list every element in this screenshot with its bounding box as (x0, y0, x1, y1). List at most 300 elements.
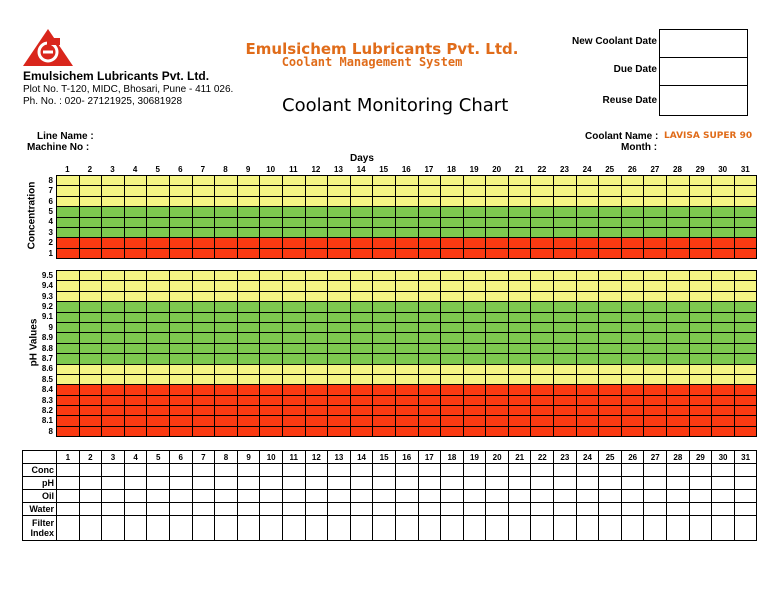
grid-cell[interactable] (599, 395, 622, 405)
grid-cell[interactable] (667, 186, 690, 196)
grid-cell[interactable] (576, 176, 599, 186)
log-cell[interactable] (531, 490, 554, 503)
grid-cell[interactable] (712, 322, 735, 332)
grid-cell[interactable] (712, 227, 735, 237)
grid-cell[interactable] (667, 354, 690, 364)
grid-cell[interactable] (531, 322, 554, 332)
grid-cell[interactable] (644, 281, 667, 291)
grid-cell[interactable] (237, 186, 260, 196)
grid-cell[interactable] (124, 291, 147, 301)
grid-cell[interactable] (169, 333, 192, 343)
grid-cell[interactable] (395, 248, 418, 258)
grid-cell[interactable] (373, 416, 396, 426)
grid-cell[interactable] (57, 343, 80, 353)
grid-cell[interactable] (102, 364, 125, 374)
log-cell[interactable] (508, 503, 531, 516)
grid-cell[interactable] (215, 291, 238, 301)
grid-cell[interactable] (328, 238, 351, 248)
grid-cell[interactable] (169, 238, 192, 248)
grid-cell[interactable] (486, 291, 509, 301)
grid-cell[interactable] (328, 186, 351, 196)
grid-cell[interactable] (441, 186, 464, 196)
log-cell[interactable] (350, 490, 373, 503)
grid-cell[interactable] (463, 196, 486, 206)
grid-cell[interactable] (531, 374, 554, 384)
grid-cell[interactable] (102, 354, 125, 364)
grid-cell[interactable] (644, 406, 667, 416)
grid-cell[interactable] (147, 343, 170, 353)
grid-cell[interactable] (57, 196, 80, 206)
grid-cell[interactable] (328, 281, 351, 291)
log-cell[interactable] (57, 477, 80, 490)
log-cell[interactable] (79, 516, 102, 541)
grid-cell[interactable] (734, 322, 757, 332)
grid-cell[interactable] (282, 248, 305, 258)
grid-cell[interactable] (531, 238, 554, 248)
log-cell[interactable] (463, 490, 486, 503)
grid-cell[interactable] (147, 364, 170, 374)
log-cell[interactable] (395, 490, 418, 503)
grid-cell[interactable] (79, 343, 102, 353)
grid-cell[interactable] (508, 312, 531, 322)
grid-cell[interactable] (373, 406, 396, 416)
log-cell[interactable] (712, 516, 735, 541)
log-cell[interactable] (531, 503, 554, 516)
grid-cell[interactable] (554, 416, 577, 426)
grid-cell[interactable] (712, 186, 735, 196)
grid-cell[interactable] (260, 395, 283, 405)
grid-cell[interactable] (644, 374, 667, 384)
grid-cell[interactable] (282, 186, 305, 196)
grid-cell[interactable] (282, 176, 305, 186)
grid-cell[interactable] (554, 186, 577, 196)
grid-cell[interactable] (689, 207, 712, 217)
grid-cell[interactable] (621, 364, 644, 374)
grid-cell[interactable] (441, 238, 464, 248)
grid-cell[interactable] (102, 281, 125, 291)
grid-cell[interactable] (734, 238, 757, 248)
grid-cell[interactable] (260, 333, 283, 343)
grid-cell[interactable] (508, 385, 531, 395)
grid-cell[interactable] (441, 395, 464, 405)
grid-cell[interactable] (328, 291, 351, 301)
grid-cell[interactable] (667, 248, 690, 258)
grid-cell[interactable] (599, 176, 622, 186)
grid-cell[interactable] (305, 238, 328, 248)
grid-cell[interactable] (689, 312, 712, 322)
grid-cell[interactable] (395, 238, 418, 248)
grid-cell[interactable] (350, 207, 373, 217)
grid-cell[interactable] (599, 312, 622, 322)
grid-cell[interactable] (599, 238, 622, 248)
grid-cell[interactable] (689, 271, 712, 281)
grid-cell[interactable] (667, 364, 690, 374)
grid-cell[interactable] (124, 271, 147, 281)
grid-cell[interactable] (621, 385, 644, 395)
grid-cell[interactable] (395, 364, 418, 374)
grid-cell[interactable] (531, 248, 554, 258)
grid-cell[interactable] (463, 291, 486, 301)
grid-cell[interactable] (667, 333, 690, 343)
grid-cell[interactable] (79, 395, 102, 405)
grid-cell[interactable] (689, 186, 712, 196)
grid-cell[interactable] (667, 343, 690, 353)
grid-cell[interactable] (147, 385, 170, 395)
grid-cell[interactable] (734, 302, 757, 312)
grid-cell[interactable] (395, 281, 418, 291)
grid-cell[interactable] (508, 374, 531, 384)
grid-cell[interactable] (124, 416, 147, 426)
grid-cell[interactable] (734, 291, 757, 301)
grid-cell[interactable] (644, 248, 667, 258)
grid-cell[interactable] (57, 322, 80, 332)
log-cell[interactable] (667, 477, 690, 490)
log-cell[interactable] (373, 477, 396, 490)
grid-cell[interactable] (328, 364, 351, 374)
grid-cell[interactable] (237, 281, 260, 291)
grid-cell[interactable] (712, 176, 735, 186)
grid-cell[interactable] (508, 248, 531, 258)
log-cell[interactable] (282, 464, 305, 477)
grid-cell[interactable] (689, 354, 712, 364)
grid-cell[interactable] (644, 322, 667, 332)
grid-cell[interactable] (395, 217, 418, 227)
log-cell[interactable] (192, 516, 215, 541)
log-cell[interactable] (712, 490, 735, 503)
grid-cell[interactable] (215, 322, 238, 332)
grid-cell[interactable] (441, 207, 464, 217)
grid-cell[interactable] (554, 217, 577, 227)
grid-cell[interactable] (508, 196, 531, 206)
grid-cell[interactable] (260, 227, 283, 237)
grid-cell[interactable] (373, 426, 396, 436)
grid-cell[interactable] (621, 426, 644, 436)
grid-cell[interactable] (418, 426, 441, 436)
grid-cell[interactable] (147, 406, 170, 416)
grid-cell[interactable] (486, 426, 509, 436)
grid-cell[interactable] (712, 281, 735, 291)
grid-cell[interactable] (576, 248, 599, 258)
grid-cell[interactable] (79, 426, 102, 436)
grid-cell[interactable] (441, 176, 464, 186)
grid-cell[interactable] (667, 207, 690, 217)
log-cell[interactable] (147, 490, 170, 503)
log-cell[interactable] (147, 516, 170, 541)
grid-cell[interactable] (192, 248, 215, 258)
grid-cell[interactable] (734, 196, 757, 206)
grid-cell[interactable] (486, 395, 509, 405)
grid-cell[interactable] (734, 395, 757, 405)
grid-cell[interactable] (395, 406, 418, 416)
grid-cell[interactable] (576, 385, 599, 395)
grid-cell[interactable] (350, 196, 373, 206)
grid-cell[interactable] (667, 271, 690, 281)
grid-cell[interactable] (395, 312, 418, 322)
grid-cell[interactable] (621, 281, 644, 291)
grid-cell[interactable] (124, 343, 147, 353)
log-cell[interactable] (576, 516, 599, 541)
log-cell[interactable] (576, 503, 599, 516)
grid-cell[interactable] (57, 416, 80, 426)
grid-cell[interactable] (508, 186, 531, 196)
grid-cell[interactable] (576, 281, 599, 291)
grid-cell[interactable] (282, 291, 305, 301)
grid-cell[interactable] (260, 217, 283, 227)
grid-cell[interactable] (373, 281, 396, 291)
grid-cell[interactable] (554, 364, 577, 374)
grid-cell[interactable] (508, 227, 531, 237)
log-cell[interactable] (599, 503, 622, 516)
grid-cell[interactable] (260, 322, 283, 332)
grid-cell[interactable] (192, 302, 215, 312)
grid-cell[interactable] (621, 406, 644, 416)
log-cell[interactable] (712, 503, 735, 516)
grid-cell[interactable] (554, 271, 577, 281)
grid-cell[interactable] (734, 385, 757, 395)
grid-cell[interactable] (147, 281, 170, 291)
grid-cell[interactable] (689, 364, 712, 374)
grid-cell[interactable] (328, 248, 351, 258)
grid-cell[interactable] (508, 354, 531, 364)
grid-cell[interactable] (57, 227, 80, 237)
log-cell[interactable] (644, 477, 667, 490)
grid-cell[interactable] (463, 416, 486, 426)
log-cell[interactable] (395, 464, 418, 477)
grid-cell[interactable] (441, 416, 464, 426)
log-cell[interactable] (282, 477, 305, 490)
grid-cell[interactable] (57, 186, 80, 196)
grid-cell[interactable] (554, 302, 577, 312)
log-cell[interactable] (486, 477, 509, 490)
log-cell[interactable] (192, 477, 215, 490)
grid-cell[interactable] (373, 333, 396, 343)
grid-cell[interactable] (215, 302, 238, 312)
log-cell[interactable] (441, 464, 464, 477)
grid-cell[interactable] (621, 217, 644, 227)
log-cell[interactable] (554, 516, 577, 541)
grid-cell[interactable] (395, 271, 418, 281)
log-cell[interactable] (79, 503, 102, 516)
log-cell[interactable] (621, 490, 644, 503)
grid-cell[interactable] (712, 271, 735, 281)
log-cell[interactable] (169, 490, 192, 503)
grid-cell[interactable] (305, 364, 328, 374)
grid-cell[interactable] (192, 196, 215, 206)
grid-cell[interactable] (395, 426, 418, 436)
grid-cell[interactable] (599, 385, 622, 395)
grid-cell[interactable] (57, 302, 80, 312)
log-cell[interactable] (599, 490, 622, 503)
grid-cell[interactable] (79, 364, 102, 374)
grid-cell[interactable] (463, 374, 486, 384)
grid-cell[interactable] (644, 395, 667, 405)
grid-cell[interactable] (486, 312, 509, 322)
grid-cell[interactable] (395, 291, 418, 301)
grid-cell[interactable] (79, 186, 102, 196)
grid-cell[interactable] (531, 281, 554, 291)
log-cell[interactable] (441, 516, 464, 541)
grid-cell[interactable] (192, 406, 215, 416)
grid-cell[interactable] (554, 374, 577, 384)
grid-cell[interactable] (508, 271, 531, 281)
log-cell[interactable] (463, 503, 486, 516)
log-cell[interactable] (192, 490, 215, 503)
grid-cell[interactable] (689, 291, 712, 301)
grid-cell[interactable] (237, 248, 260, 258)
log-cell[interactable] (441, 503, 464, 516)
grid-cell[interactable] (531, 186, 554, 196)
grid-cell[interactable] (79, 176, 102, 186)
grid-cell[interactable] (712, 333, 735, 343)
grid-cell[interactable] (712, 343, 735, 353)
grid-cell[interactable] (599, 186, 622, 196)
log-cell[interactable] (576, 477, 599, 490)
grid-cell[interactable] (418, 196, 441, 206)
grid-cell[interactable] (486, 333, 509, 343)
grid-cell[interactable] (350, 227, 373, 237)
grid-cell[interactable] (237, 176, 260, 186)
grid-cell[interactable] (667, 385, 690, 395)
grid-cell[interactable] (102, 333, 125, 343)
grid-cell[interactable] (418, 416, 441, 426)
grid-cell[interactable] (237, 343, 260, 353)
grid-cell[interactable] (734, 217, 757, 227)
grid-cell[interactable] (373, 395, 396, 405)
grid-cell[interactable] (350, 238, 373, 248)
grid-cell[interactable] (79, 248, 102, 258)
grid-cell[interactable] (644, 217, 667, 227)
grid-cell[interactable] (282, 227, 305, 237)
grid-cell[interactable] (576, 322, 599, 332)
log-cell[interactable] (373, 503, 396, 516)
grid-cell[interactable] (147, 395, 170, 405)
grid-cell[interactable] (418, 333, 441, 343)
grid-cell[interactable] (463, 302, 486, 312)
grid-cell[interactable] (124, 333, 147, 343)
grid-cell[interactable] (192, 416, 215, 426)
grid-cell[interactable] (441, 322, 464, 332)
grid-cell[interactable] (328, 343, 351, 353)
grid-cell[interactable] (554, 322, 577, 332)
grid-cell[interactable] (328, 196, 351, 206)
grid-cell[interactable] (57, 281, 80, 291)
grid-cell[interactable] (576, 312, 599, 322)
log-cell[interactable] (486, 516, 509, 541)
grid-cell[interactable] (531, 426, 554, 436)
grid-cell[interactable] (215, 217, 238, 227)
log-cell[interactable] (57, 516, 80, 541)
grid-cell[interactable] (644, 426, 667, 436)
grid-cell[interactable] (599, 426, 622, 436)
grid-cell[interactable] (554, 291, 577, 301)
grid-cell[interactable] (441, 281, 464, 291)
grid-cell[interactable] (237, 426, 260, 436)
grid-cell[interactable] (712, 406, 735, 416)
grid-cell[interactable] (689, 248, 712, 258)
grid-cell[interactable] (79, 406, 102, 416)
grid-cell[interactable] (508, 217, 531, 227)
grid-cell[interactable] (305, 207, 328, 217)
grid-cell[interactable] (418, 238, 441, 248)
grid-cell[interactable] (124, 238, 147, 248)
grid-cell[interactable] (192, 426, 215, 436)
log-cell[interactable] (350, 503, 373, 516)
grid-cell[interactable] (57, 176, 80, 186)
log-cell[interactable] (260, 477, 283, 490)
grid-cell[interactable] (373, 312, 396, 322)
log-cell[interactable] (531, 516, 554, 541)
grid-cell[interactable] (667, 395, 690, 405)
grid-cell[interactable] (147, 426, 170, 436)
grid-cell[interactable] (102, 227, 125, 237)
grid-cell[interactable] (215, 374, 238, 384)
log-cell[interactable] (689, 464, 712, 477)
grid-cell[interactable] (215, 186, 238, 196)
log-cell[interactable] (237, 503, 260, 516)
grid-cell[interactable] (441, 364, 464, 374)
grid-cell[interactable] (102, 248, 125, 258)
grid-cell[interactable] (576, 374, 599, 384)
grid-cell[interactable] (305, 333, 328, 343)
grid-cell[interactable] (712, 385, 735, 395)
grid-cell[interactable] (508, 426, 531, 436)
grid-cell[interactable] (305, 302, 328, 312)
grid-cell[interactable] (734, 374, 757, 384)
log-cell[interactable] (418, 464, 441, 477)
grid-cell[interactable] (734, 271, 757, 281)
grid-cell[interactable] (576, 395, 599, 405)
grid-cell[interactable] (237, 291, 260, 301)
grid-cell[interactable] (260, 248, 283, 258)
grid-cell[interactable] (328, 176, 351, 186)
grid-cell[interactable] (124, 207, 147, 217)
log-cell[interactable] (712, 477, 735, 490)
grid-cell[interactable] (350, 217, 373, 227)
log-cell[interactable] (395, 477, 418, 490)
grid-cell[interactable] (373, 271, 396, 281)
log-cell[interactable] (508, 477, 531, 490)
grid-cell[interactable] (350, 374, 373, 384)
grid-cell[interactable] (57, 238, 80, 248)
grid-cell[interactable] (395, 374, 418, 384)
grid-cell[interactable] (689, 238, 712, 248)
grid-cell[interactable] (147, 333, 170, 343)
grid-cell[interactable] (147, 248, 170, 258)
grid-cell[interactable] (554, 395, 577, 405)
grid-cell[interactable] (712, 238, 735, 248)
log-cell[interactable] (418, 490, 441, 503)
grid-cell[interactable] (305, 374, 328, 384)
grid-cell[interactable] (147, 238, 170, 248)
grid-cell[interactable] (712, 416, 735, 426)
grid-cell[interactable] (237, 196, 260, 206)
log-cell[interactable] (667, 503, 690, 516)
grid-cell[interactable] (554, 312, 577, 322)
log-cell[interactable] (689, 503, 712, 516)
grid-cell[interactable] (305, 395, 328, 405)
log-cell[interactable] (463, 477, 486, 490)
log-cell[interactable] (689, 516, 712, 541)
log-cell[interactable] (282, 516, 305, 541)
log-cell[interactable] (79, 477, 102, 490)
grid-cell[interactable] (169, 291, 192, 301)
grid-cell[interactable] (463, 426, 486, 436)
grid-cell[interactable] (237, 406, 260, 416)
log-cell[interactable] (102, 490, 125, 503)
grid-cell[interactable] (644, 354, 667, 364)
grid-cell[interactable] (508, 238, 531, 248)
grid-cell[interactable] (621, 186, 644, 196)
